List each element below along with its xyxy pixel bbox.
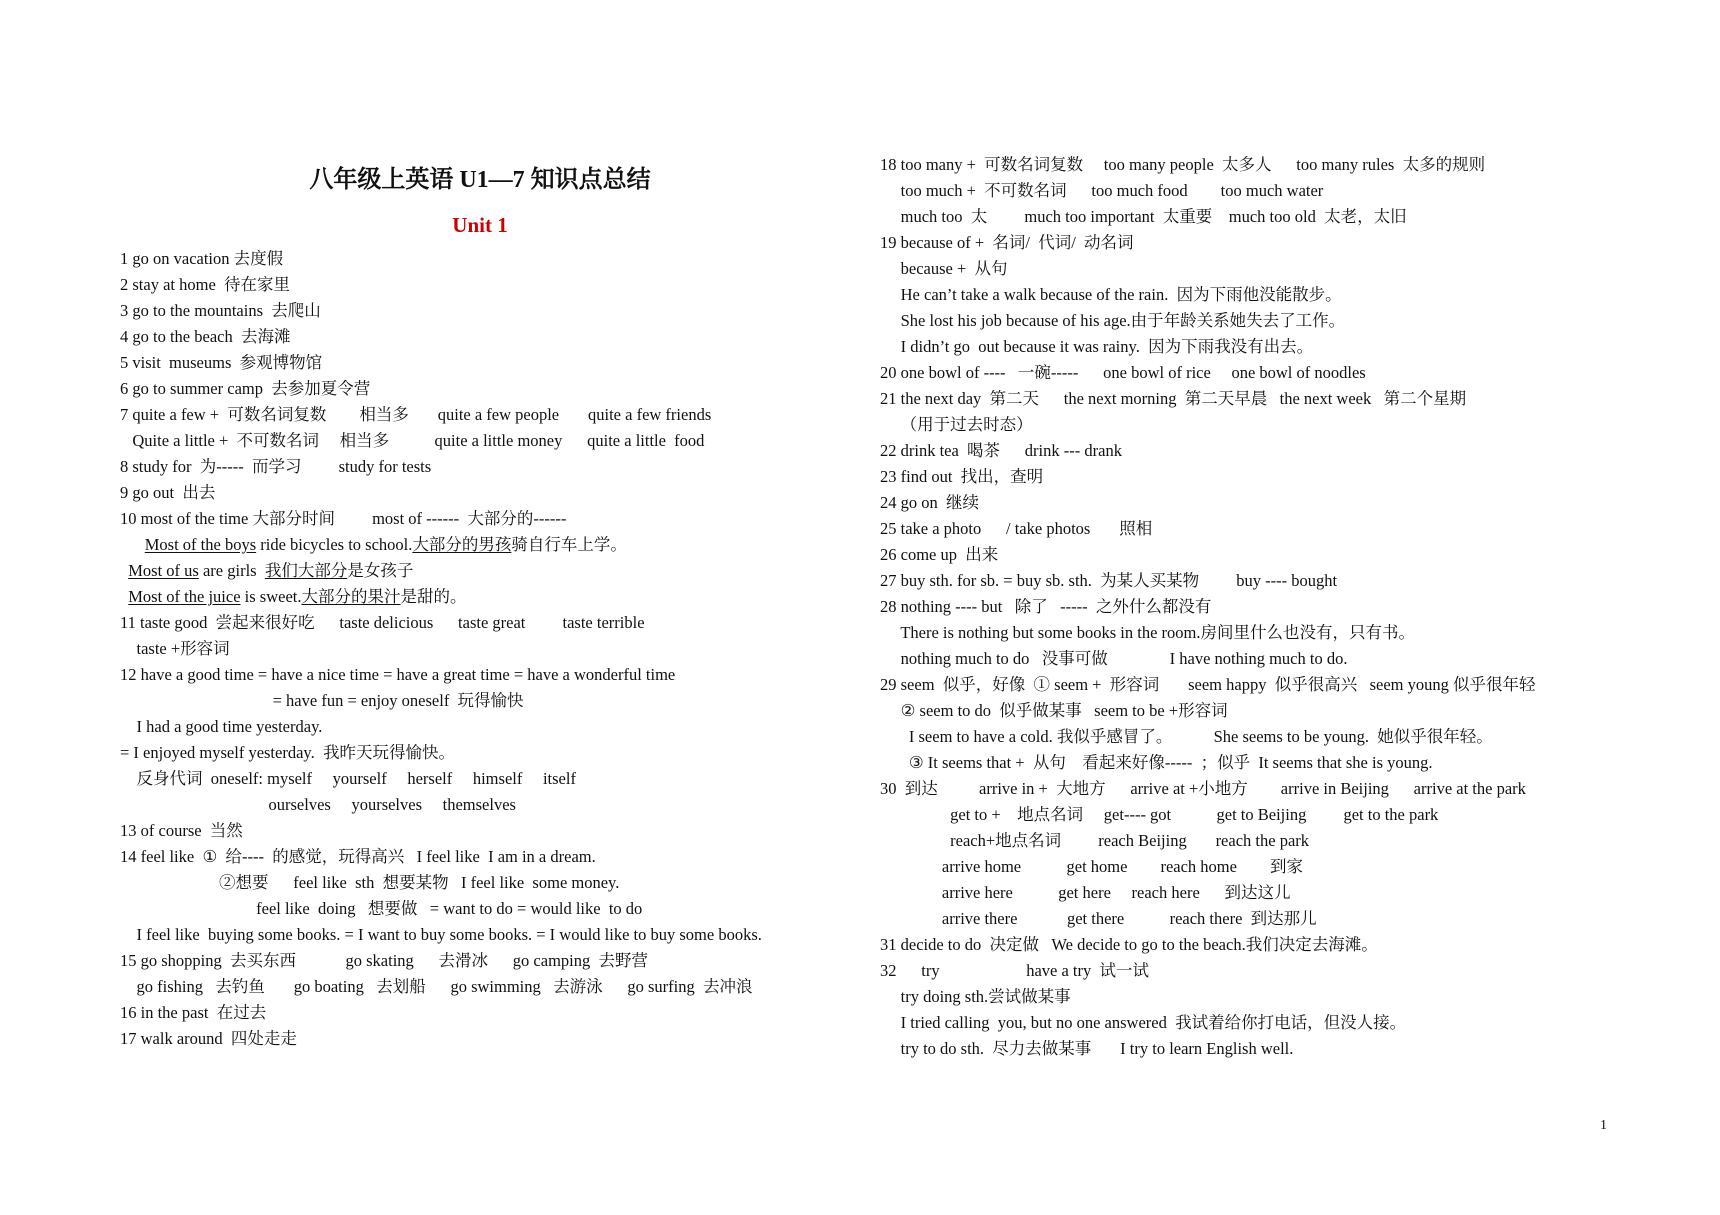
note-line: 4 go to the beach 去海滩 (120, 327, 291, 346)
note-line: 15 go shopping 去买东西 go skating 去滑冰 go camping 去野营 (120, 951, 648, 970)
page-number: 1 (1600, 1118, 1607, 1133)
note-line: There is nothing but some books in the room.房间里什么也没有，只有书。 (880, 623, 1416, 642)
note-line: nothing much to do 没事可做 I have nothing much to do. (880, 649, 1348, 668)
note-line: ourselves yourselves themselves (120, 795, 516, 814)
note-line: 24 go on 继续 (880, 493, 979, 512)
note-line: much too 太 much too important 太重要 much too old 太老，太旧 (880, 207, 1407, 226)
note-line: 10 most of the time 大部分时间 most of ------ 大部分的------ (120, 509, 567, 528)
right-column (880, 152, 1600, 1062)
note-line: I tried calling you, but no one answered 我试着给你打电话，但没人接。 (880, 1013, 1407, 1032)
unit-heading: Unit 1 (452, 213, 508, 237)
note-line: taste +形容词 (120, 639, 230, 658)
note-line: 13 of course 当然 (120, 821, 243, 840)
note-line: get to + 地点名词 get---- got get to Beijing get to the park (880, 805, 1439, 824)
note-line: 18 too many + 可数名词复数 too many people 太多人 too many rules 太多的规则 (880, 155, 1486, 174)
note-line: I didn’t go out because it was rainy. 因为下雨我没有出去。 (880, 337, 1314, 356)
note-line: too much + 不可数名词 too much food too much water (880, 181, 1324, 200)
note-line: ②想要 feel like sth 想要某物 I feel like some money. (120, 873, 620, 892)
right-notes-list (880, 152, 1600, 1062)
note-line: ② seem to do 似乎做某事 seem to be +形容词 (880, 701, 1228, 720)
note-line: 5 visit museums 参观博物馆 (120, 353, 323, 372)
note-line: 28 nothing ---- but 除了 ----- 之外什么都没有 (880, 597, 1212, 616)
note-line: He can’t take a walk because of the rain. 因为下雨他没能散步。 (880, 285, 1342, 304)
note-line: 20 one bowl of ---- 一碗----- one bowl of rice one bowl of noodles (880, 363, 1366, 382)
note-line: 25 take a photo / take photos 照相 (880, 519, 1153, 538)
note-line: = have fun = enjoy oneself 玩得愉快 (120, 691, 524, 710)
note-line: try to do sth. 尽力去做某事 I try to learn English well. (880, 1039, 1294, 1058)
note-line: Most of the juice is sweet.大部分的果汁是甜的。 (128, 587, 467, 606)
note-line: arrive home get home reach home 到家 (880, 857, 1303, 876)
note-line: 30 到达 arrive in + 大地方 arrive at +小地方 arrive in Beijing arrive at the park (880, 779, 1526, 798)
note-line: （用于过去时态） (880, 415, 1033, 434)
note-line: 1 go on vacation 去度假 (120, 249, 284, 268)
note-line: go fishing 去钓鱼 go boating 去划船 go swimming 去游泳 go surfing 去冲浪 (120, 977, 753, 996)
note-line: 2 stay at home 待在家里 (120, 275, 291, 294)
note-line: Most of us are girls 我们大部分是女孩子 (128, 561, 414, 580)
note-line: 7 quite a few + 可数名词复数 相当多 quite a few people quite a few friends (120, 405, 712, 424)
note-line: I seem to have a cold. 我似乎感冒了。 She seems to be young. 她似乎很年轻。 (880, 727, 1493, 746)
note-line: 19 because of + 名词/ 代词/ 动名词 (880, 233, 1134, 252)
note-line: 22 drink tea 喝茶 drink --- drank (880, 441, 1122, 460)
note-line: 32 try have a try 试一试 (880, 961, 1150, 980)
note-line: Quite a little + 不可数名词 相当多 quite a little money quite a little food (120, 431, 705, 450)
note-line: Most of the boys ride bicycles to school.大部分的男孩骑自行车上学。 (144, 535, 627, 554)
note-line: 12 have a good time = have a nice time = have a great time = have a wonderful time (120, 665, 676, 684)
note-line: 3 go to the mountains 去爬山 (120, 301, 321, 320)
note-line: I feel like buying some books. = I want to buy some books. = I would like to buy some books. (120, 925, 762, 944)
note-line: 17 walk around 四处走走 (120, 1029, 297, 1048)
note-line: try doing sth.尝试做某事 (880, 987, 1071, 1006)
left-notes-list (120, 246, 840, 1052)
note-line: arrive there get there reach there 到达那儿 (880, 909, 1317, 928)
note-line: 27 buy sth. for sb. = buy sb. sth. 为某人买某物 buy ---- bought (880, 571, 1338, 590)
note-line: because + 从句 (880, 259, 1008, 278)
note-line: 9 go out 出去 (120, 483, 216, 502)
left-column (120, 160, 840, 1052)
note-line: 11 taste good 尝起来很好吃 taste delicious taste great taste terrible (120, 613, 645, 632)
note-line: = I enjoyed myself yesterday. 我昨天玩得愉快。 (120, 743, 455, 762)
note-line: 26 come up 出来 (880, 545, 999, 564)
note-line: ③ It seems that + 从句 看起来好像----- ；似乎 It seems that she is young. (880, 753, 1433, 772)
note-line: 29 seem 似乎，好像 ① seem + 形容词 seem happy 似乎很高兴 seem young 似乎很年轻 (880, 675, 1536, 694)
note-line: 14 feel like ① 给---- 的感觉，玩得高兴 I feel like I am in a dream. (120, 847, 596, 866)
note-line: 23 find out 找出，查明 (880, 467, 1044, 486)
note-line: arrive here get here reach here 到达这儿 (880, 883, 1291, 902)
note-line: 反身代词 oneself: myself yourself herself himself itself (120, 769, 576, 788)
note-line: I had a good time yesterday. (120, 717, 323, 736)
document-title: 八年级上英语 U1—7 知识点总结 (309, 167, 651, 193)
note-line: 21 the next day 第二天 the next morning 第二天早晨 the next week 第二个星期 (880, 389, 1467, 408)
note-line: reach+地点名词 reach Beijing reach the park (880, 831, 1310, 850)
note-line: 16 in the past 在过去 (120, 1003, 267, 1022)
note-line: 6 go to summer camp 去参加夏令营 (120, 379, 371, 398)
note-line: 8 study for 为----- 而学习 study for tests (120, 457, 432, 476)
note-line: feel like doing 想要做 = want to do = would like to do (120, 899, 643, 918)
note-line: 31 decide to do 决定做 We decide to go to the beach.我们决定去海滩。 (880, 935, 1378, 954)
note-line: She lost his job because of his age.由于年龄关系她失去了工作。 (880, 311, 1346, 330)
